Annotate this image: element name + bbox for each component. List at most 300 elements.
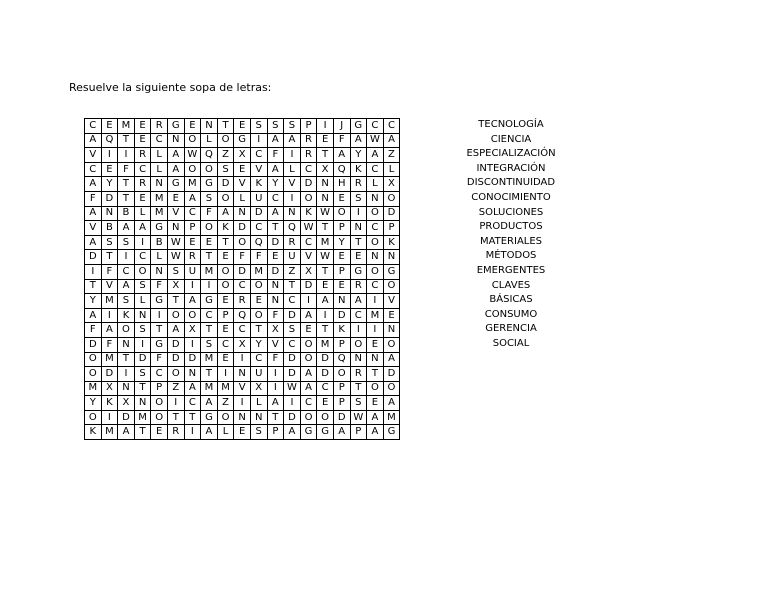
grid-cell: T	[167, 410, 184, 425]
grid-cell: L	[217, 425, 234, 440]
grid-cell: C	[85, 119, 102, 134]
grid-cell: V	[284, 177, 301, 192]
grid-cell: O	[184, 308, 201, 323]
grid-cell: F	[101, 264, 118, 279]
grid-cell: V	[234, 381, 251, 396]
grid-cell: A	[300, 308, 317, 323]
grid-cell: I	[118, 250, 135, 265]
grid-cell: J	[333, 119, 350, 134]
grid-cell: M	[201, 352, 218, 367]
grid-cell: A	[118, 279, 135, 294]
word-list-item: CONOCIMIENTO	[471, 191, 551, 203]
grid-cell: T	[184, 410, 201, 425]
grid-cell: A	[367, 425, 384, 440]
grid-cell: A	[267, 396, 284, 411]
grid-cell: T	[134, 381, 151, 396]
grid-cell: L	[151, 148, 168, 163]
word-list-item: INTEGRACIÓN	[476, 162, 546, 174]
grid-cell: T	[267, 410, 284, 425]
grid-cell: O	[167, 308, 184, 323]
grid-cell: T	[151, 323, 168, 338]
grid-cell: M	[217, 381, 234, 396]
grid-cell: E	[184, 119, 201, 134]
grid-cell: A	[267, 133, 284, 148]
grid-cell: T	[134, 425, 151, 440]
word-list-item: PRODUCTOS	[479, 221, 543, 233]
grid-cell: T	[217, 235, 234, 250]
grid-cell: P	[350, 425, 367, 440]
grid-cell: R	[350, 367, 367, 382]
grid-row	[85, 367, 400, 382]
grid-cell: R	[350, 279, 367, 294]
grid-cell: A	[184, 294, 201, 309]
grid-cell: Y	[85, 294, 102, 309]
grid-cell: C	[367, 162, 384, 177]
grid-cell: N	[267, 279, 284, 294]
grid-cell: A	[85, 206, 102, 221]
grid-cell: A	[85, 133, 102, 148]
grid-cell: O	[367, 235, 384, 250]
grid-row	[85, 294, 400, 309]
grid-cell: P	[333, 396, 350, 411]
grid-cell: I	[184, 279, 201, 294]
grid-cell: S	[101, 235, 118, 250]
grid-cell: N	[118, 381, 135, 396]
grid-cell: E	[101, 119, 118, 134]
grid-cell: X	[383, 177, 400, 192]
grid-cell: I	[367, 323, 384, 338]
grid-cell: E	[234, 119, 251, 134]
grid-cell: M	[85, 381, 102, 396]
grid-cell: D	[167, 352, 184, 367]
grid-cell: A	[167, 323, 184, 338]
grid-cell: I	[284, 148, 301, 163]
grid-cell: E	[300, 323, 317, 338]
grid-cell: S	[284, 119, 301, 134]
grid-cell: C	[134, 162, 151, 177]
grid-cell: F	[151, 279, 168, 294]
grid-cell: R	[151, 119, 168, 134]
grid-cell: T	[167, 294, 184, 309]
grid-cell: O	[234, 235, 251, 250]
grid-cell: A	[333, 148, 350, 163]
grid-cell: I	[134, 235, 151, 250]
grid-cell: D	[300, 279, 317, 294]
grid-cell: C	[217, 337, 234, 352]
grid-cell: C	[184, 206, 201, 221]
grid-cell: C	[367, 119, 384, 134]
grid-cell: C	[367, 221, 384, 236]
grid-cell: C	[284, 337, 301, 352]
grid-cell: E	[234, 425, 251, 440]
grid-cell: O	[383, 279, 400, 294]
grid-cell: O	[333, 367, 350, 382]
grid-cell: K	[350, 162, 367, 177]
grid-cell: I	[151, 308, 168, 323]
grid-cell: D	[250, 206, 267, 221]
grid-cell: N	[184, 367, 201, 382]
grid-cell: T	[118, 133, 135, 148]
grid-cell: T	[201, 323, 218, 338]
grid-cell: A	[367, 148, 384, 163]
grid-cell: G	[167, 119, 184, 134]
grid-cell: C	[85, 162, 102, 177]
grid-cell: A	[85, 177, 102, 192]
grid-cell: O	[350, 337, 367, 352]
grid-cell: T	[118, 177, 135, 192]
grid-cell: I	[118, 148, 135, 163]
word-list-item: SOLUCIONES	[478, 206, 544, 218]
grid-cell: G	[201, 177, 218, 192]
grid-row	[85, 206, 400, 221]
grid-cell: A	[184, 191, 201, 206]
grid-cell: O	[317, 410, 334, 425]
grid-cell: D	[234, 264, 251, 279]
grid-cell: Z	[383, 148, 400, 163]
grid-cell: I	[300, 294, 317, 309]
grid-cell: T	[367, 367, 384, 382]
grid-cell: T	[201, 367, 218, 382]
grid-cell: A	[383, 352, 400, 367]
grid-cell: N	[284, 206, 301, 221]
grid-cell: W	[167, 235, 184, 250]
word-list	[455, 118, 567, 352]
grid-cell: I	[234, 396, 251, 411]
grid-cell: T	[118, 352, 135, 367]
grid-cell: Y	[267, 177, 284, 192]
grid-cell: G	[350, 264, 367, 279]
grid-cell: E	[367, 337, 384, 352]
grid-cell: I	[134, 337, 151, 352]
grid-cell: E	[217, 250, 234, 265]
grid-row	[85, 381, 400, 396]
grid-cell: A	[85, 308, 102, 323]
grid-cell: I	[350, 323, 367, 338]
grid-cell: A	[284, 425, 301, 440]
grid-cell: F	[267, 308, 284, 323]
grid-cell: N	[151, 177, 168, 192]
grid-cell: Y	[350, 148, 367, 163]
grid-cell: V	[300, 250, 317, 265]
grid-cell: A	[217, 206, 234, 221]
grid-cell: I	[101, 410, 118, 425]
grid-cell: Q	[284, 221, 301, 236]
grid-cell: K	[300, 206, 317, 221]
grid-cell: P	[267, 425, 284, 440]
grid-cell: R	[184, 250, 201, 265]
grid-cell: V	[234, 177, 251, 192]
grid-cell: O	[134, 264, 151, 279]
grid-row	[85, 148, 400, 163]
grid-cell: O	[217, 191, 234, 206]
grid-cell: U	[284, 250, 301, 265]
grid-cell: V	[267, 337, 284, 352]
grid-cell: N	[383, 323, 400, 338]
grid-cell: W	[367, 133, 384, 148]
grid-cell: X	[101, 381, 118, 396]
grid-cell: E	[217, 352, 234, 367]
grid-cell: O	[167, 367, 184, 382]
grid-cell: I	[101, 148, 118, 163]
grid-cell: P	[383, 221, 400, 236]
grid-cell: N	[367, 250, 384, 265]
grid-cell: T	[118, 191, 135, 206]
grid-cell: X	[250, 381, 267, 396]
word-list-item: CLAVES	[491, 279, 531, 291]
grid-cell: N	[317, 191, 334, 206]
grid-cell: D	[101, 191, 118, 206]
grid-cell: N	[367, 352, 384, 367]
grid-cell: D	[317, 352, 334, 367]
grid-cell: M	[101, 294, 118, 309]
grid-cell: R	[234, 294, 251, 309]
grid-cell: A	[101, 323, 118, 338]
grid-cell: S	[134, 279, 151, 294]
word-list-item: SOCIAL	[492, 337, 530, 349]
grid-cell: N	[167, 133, 184, 148]
grid-cell: F	[267, 148, 284, 163]
grid-cell: E	[317, 279, 334, 294]
grid-cell: K	[383, 235, 400, 250]
grid-cell: G	[234, 133, 251, 148]
grid-row	[85, 133, 400, 148]
grid-cell: O	[217, 264, 234, 279]
grid-cell: D	[217, 177, 234, 192]
grid-cell: M	[101, 352, 118, 367]
grid-cell: N	[383, 250, 400, 265]
grid-row	[85, 250, 400, 265]
grid-cell: A	[134, 221, 151, 236]
grid-cell: M	[151, 206, 168, 221]
grid-cell: Z	[167, 381, 184, 396]
grid-cell: I	[184, 425, 201, 440]
grid-cell: A	[383, 133, 400, 148]
grid-cell: L	[234, 191, 251, 206]
grid-cell: D	[267, 264, 284, 279]
grid-cell: P	[333, 264, 350, 279]
grid-cell: C	[151, 367, 168, 382]
grid-cell: E	[217, 323, 234, 338]
grid-cell: T	[250, 323, 267, 338]
grid-cell: E	[217, 294, 234, 309]
grid-cell: A	[333, 425, 350, 440]
grid-cell: U	[184, 264, 201, 279]
grid-cell: C	[350, 308, 367, 323]
grid-row	[85, 177, 400, 192]
grid-cell: M	[317, 235, 334, 250]
grid-cell: Q	[234, 308, 251, 323]
grid-cell: S	[118, 235, 135, 250]
grid-cell: O	[300, 352, 317, 367]
grid-cell: O	[201, 221, 218, 236]
grid-cell: R	[300, 133, 317, 148]
grid-cell: F	[151, 352, 168, 367]
word-list-item: EMERGENTES	[476, 264, 546, 276]
grid-row	[85, 425, 400, 440]
grid-cell: A	[167, 162, 184, 177]
grid-row	[85, 279, 400, 294]
grid-cell: E	[167, 191, 184, 206]
grid-cell: D	[284, 352, 301, 367]
grid-cell: I	[350, 206, 367, 221]
grid-cell: E	[333, 250, 350, 265]
grid-cell: G	[300, 425, 317, 440]
grid-cell: K	[333, 323, 350, 338]
grid-cell: R	[350, 177, 367, 192]
grid-cell: V	[167, 206, 184, 221]
grid-cell: V	[383, 294, 400, 309]
grid-cell: A	[317, 294, 334, 309]
grid-cell: I	[367, 294, 384, 309]
grid-cell: E	[317, 133, 334, 148]
grid-cell: E	[317, 396, 334, 411]
grid-cell: O	[184, 162, 201, 177]
grid-cell: U	[250, 191, 267, 206]
grid-cell: D	[267, 235, 284, 250]
grid-cell: O	[217, 410, 234, 425]
grid-cell: N	[234, 367, 251, 382]
grid-cell: O	[367, 381, 384, 396]
grid-cell: A	[300, 367, 317, 382]
grid-cell: L	[383, 162, 400, 177]
grid-cell: A	[184, 381, 201, 396]
grid-cell: Z	[284, 264, 301, 279]
grid-cell: L	[250, 396, 267, 411]
grid-cell: A	[167, 148, 184, 163]
grid-cell: V	[85, 148, 102, 163]
grid-cell: C	[317, 381, 334, 396]
grid-cell: Y	[250, 337, 267, 352]
grid-cell: D	[284, 367, 301, 382]
grid-cell: I	[317, 119, 334, 134]
grid-cell: D	[317, 367, 334, 382]
grid-cell: X	[234, 148, 251, 163]
grid-cell: I	[184, 337, 201, 352]
grid-cell: V	[250, 162, 267, 177]
grid-row	[85, 410, 400, 425]
grid-cell: W	[317, 206, 334, 221]
grid-cell: L	[151, 250, 168, 265]
grid-cell: V	[85, 221, 102, 236]
grid-row	[85, 308, 400, 323]
grid-cell: A	[300, 381, 317, 396]
grid-cell: D	[118, 410, 135, 425]
grid-cell: E	[383, 308, 400, 323]
grid-cell: P	[217, 308, 234, 323]
grid-cell: T	[317, 148, 334, 163]
grid-cell: W	[300, 221, 317, 236]
grid-cell: E	[134, 119, 151, 134]
grid-cell: N	[350, 352, 367, 367]
grid-cell: N	[350, 221, 367, 236]
grid-cell: D	[284, 410, 301, 425]
grid-cell: M	[134, 410, 151, 425]
grid-cell: G	[383, 264, 400, 279]
grid-row	[85, 323, 400, 338]
grid-cell: E	[333, 279, 350, 294]
grid-cell: A	[201, 425, 218, 440]
grid-cell: P	[333, 221, 350, 236]
word-list-item: GERENCIA	[485, 323, 537, 335]
grid-cell: C	[250, 148, 267, 163]
grid-cell: K	[250, 177, 267, 192]
grid-cell: W	[284, 381, 301, 396]
grid-cell: L	[151, 162, 168, 177]
grid-cell: N	[317, 177, 334, 192]
grid-cell: P	[333, 337, 350, 352]
grid-cell: C	[250, 352, 267, 367]
grid-cell: O	[85, 352, 102, 367]
grid-cell: A	[201, 396, 218, 411]
grid-row	[85, 119, 400, 134]
grid-cell: E	[333, 191, 350, 206]
grid-cell: N	[250, 410, 267, 425]
word-list-item: CIENCIA	[490, 133, 532, 145]
grid-cell: M	[151, 191, 168, 206]
grid-cell: O	[85, 367, 102, 382]
grid-cell: I	[234, 352, 251, 367]
grid-cell: F	[101, 337, 118, 352]
grid-cell: K	[85, 425, 102, 440]
grid-cell: C	[134, 250, 151, 265]
grid-row	[85, 396, 400, 411]
grid-cell: N	[333, 294, 350, 309]
grid-cell: M	[201, 264, 218, 279]
grid-cell: N	[151, 264, 168, 279]
word-list-item: MÉTODOS	[485, 250, 537, 262]
grid-cell: L	[134, 294, 151, 309]
grid-cell: C	[300, 235, 317, 250]
grid-cell: N	[367, 191, 384, 206]
grid-cell: I	[267, 367, 284, 382]
grid-cell: P	[333, 381, 350, 396]
grid-cell: O	[85, 410, 102, 425]
word-list-item: ESPECIALIZACIÓN	[466, 148, 556, 160]
grid-cell: D	[85, 250, 102, 265]
grid-cell: D	[300, 177, 317, 192]
grid-cell: A	[367, 410, 384, 425]
grid-cell: A	[267, 206, 284, 221]
grid-cell: Y	[101, 177, 118, 192]
grid-cell: R	[167, 425, 184, 440]
grid-cell: F	[85, 323, 102, 338]
grid-cell: C	[267, 191, 284, 206]
grid-cell: T	[85, 279, 102, 294]
word-list-item: BÁSICAS	[489, 294, 533, 306]
grid-cell: Q	[201, 148, 218, 163]
grid-cell: T	[201, 250, 218, 265]
grid-cell: R	[300, 148, 317, 163]
grid-cell: K	[118, 308, 135, 323]
grid-cell: S	[217, 162, 234, 177]
grid-cell: C	[367, 279, 384, 294]
grid-cell: G	[350, 119, 367, 134]
grid-cell: I	[284, 191, 301, 206]
grid-cell: D	[184, 352, 201, 367]
grid-cell: N	[134, 308, 151, 323]
grid-cell: T	[317, 323, 334, 338]
grid-cell: T	[267, 221, 284, 236]
grid-cell: G	[151, 337, 168, 352]
grid-body	[85, 119, 400, 440]
grid-cell: D	[134, 352, 151, 367]
grid-cell: T	[284, 279, 301, 294]
grid-cell: S	[350, 396, 367, 411]
grid-cell: X	[118, 396, 135, 411]
grid-cell: P	[300, 119, 317, 134]
grid-cell: U	[250, 367, 267, 382]
grid-cell: D	[234, 221, 251, 236]
